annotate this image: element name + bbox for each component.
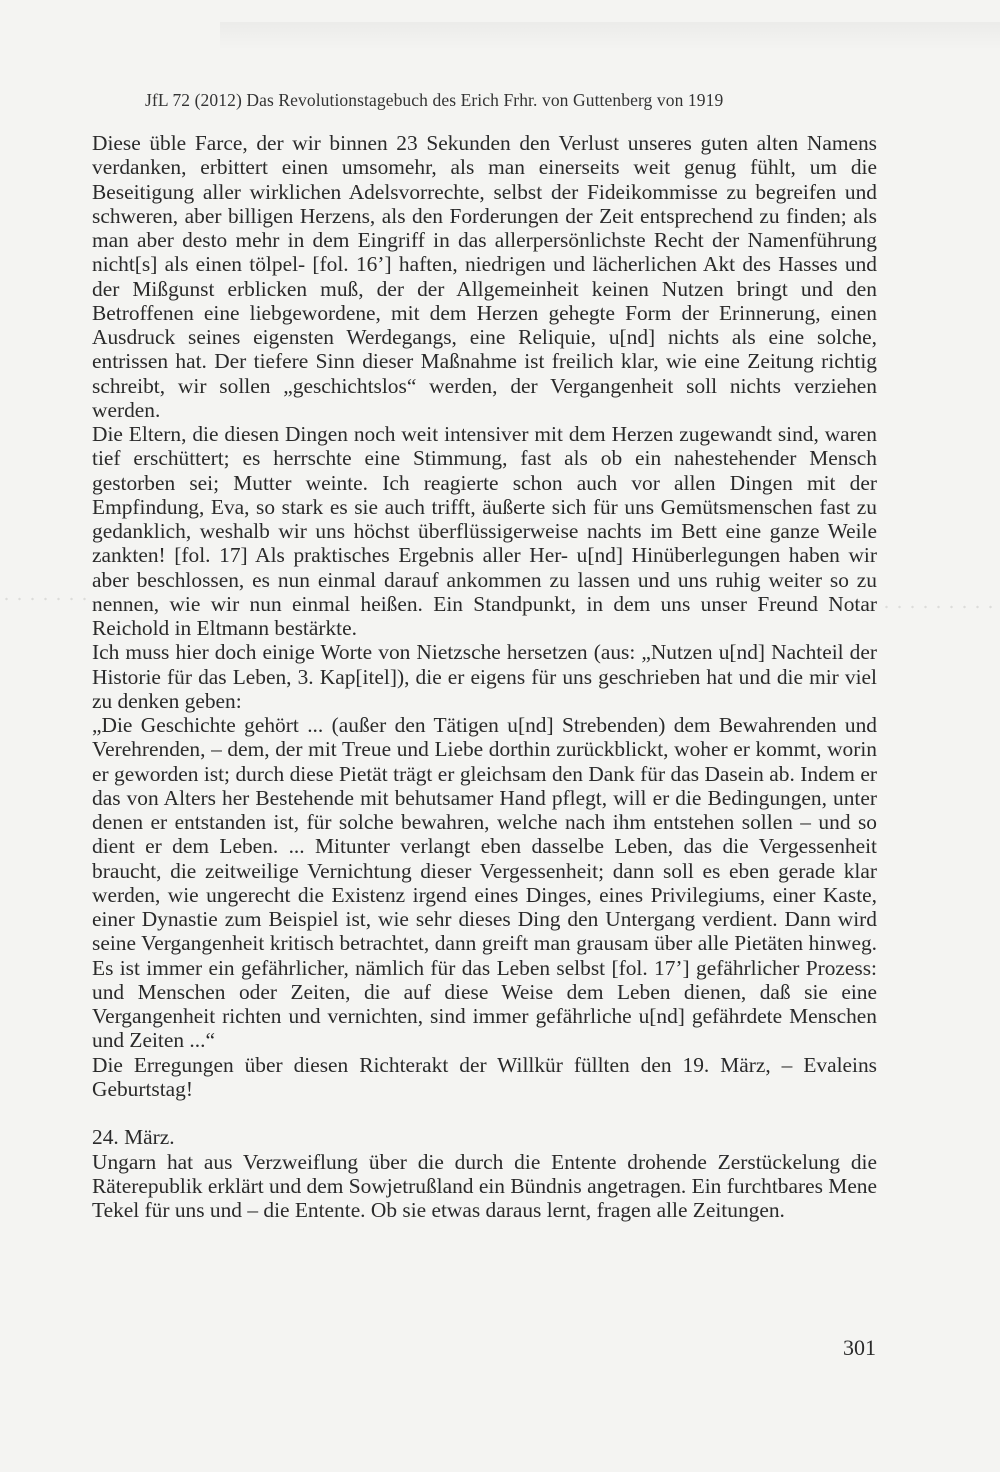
page-number: 301 bbox=[843, 1335, 876, 1360]
paragraph-ungarn: Ungarn hat aus Verzweiflung über die durch die Entente drohende Zerstückelung die Räterepublik erklärt und dem Sowjetrußland ein Bündnis angetragen. Ein furchtbares Mene Tekel für uns und – die Entente. Ob sie etwas daraus lernt, fragen alle Zeitungen. bbox=[92, 1149, 877, 1222]
date-heading: 24. März. bbox=[92, 1125, 175, 1150]
paragraph-nietzsche-quote: „Die Geschichte gehört ... (außer den Tätigen u[nd] Strebenden) dem Bewahrenden und Verehrenden, – dem, der mit Treue und Liebe dorthin zurückblickt, woher er kommt, worin er geworden ist; durch diese Pietät trägt er gleichsam den Dank für das Dasein ab. Indem er das von Alters her Bestehende mit behutsamer Hand pflegt, will er die Bedingungen, unter denen er entstanden ist, für solche bewahren, welche nach ihm entstehen sollen – und so dient er dem Leben. ... Mitunter verlangt eben dasselbe Leben, das die Vergessenheit braucht, die zeitweilige Vernichtung dieser Vergessenheit; dann soll es eben gerade klar werden, wie ungerecht die Existenz irgend eines Dinges, eines Privilegiums, einer Kaste, einer Dynastie zum Beispiel ist, wie sehr dieses Ding den Untergang verdient. Dann wird seine Vergangenheit kritisch betrachtet, dann greift man grausam über alle Pietäten hinweg. Es ist immer ein gefährlicher, nämlich für das Leben selbst [fol. 17’] gefährlicher Prozess: und Menschen oder Zeiten, die auf diese Weise dem Leben dienen, daß sie eine Vergangenheit richten und vernichten, sind immer gefährliche u[nd] gefährdete Menschen und Zeiten ...“ bbox=[92, 713, 877, 1053]
paragraph-farce: Diese üble Farce, der wir binnen 23 Sekunden den Verlust unseres guten alten Namens verdanken, erbittert einen umsomehr, als man einerseits weit genug fühlt, um die Beseitigung aller wirklichen Adelsvorrechte, selbst der Fideikommisse zu begreifen und schweren, aber billigen Herzens, als den Forderungen der Zeit entsprechend zu finden; als man aber desto mehr in dem Eingriff in das allerpersönlichste Recht der Namenführung nicht[s] als einen tölpel- [fol. 16’] haften, niedrigen und lächerlichen Akt des Hasses und der Mißgunst erblicken muß, der der Allgemeinheit keinen Nutzen bringt und den Betroffenen eine liebgewordene, mit dem Herzen gehegte Form der Erinnerung, einen Ausdruck seines eigensten Werdegangs, eine Reliquie, u[nd] nichts als eine solche, entrissen hat. Der tiefere Sinn dieser Maßnahme ist freilich klar, wie eine Zeitung richtig schreibt, wir sollen „geschichtslos“ werden, der Vergangenheit soll nichts verziehen werden. bbox=[92, 131, 877, 422]
running-head: JfL 72 (2012) Das Revolutionstagebuch des Erich Frhr. von Guttenberg von 1919 bbox=[145, 90, 724, 110]
scan-bleed-through bbox=[220, 22, 1000, 50]
scan-artifact-dots-right bbox=[880, 604, 1000, 610]
paragraph-eltern: Die Eltern, die diesen Dingen noch weit intensiver mit dem Herzen zugewandt sind, waren tief erschüttert; es herrschte eine Stimmung, fast als ob ein nahestehender Mensch gestorben sei; Mutter weinte. Ich reagierte schon auch vor allen Dingen mit der Empfindung, Eva, so stark es sie auch trifft, äußerte sich für uns Gemütsmenschen fast zu gedanklich, weshalb wir uns höchst überflüssigerweise nachts im Bett eine ganze Weile zankten! [fol. 17] Als praktisches Ergebnis aller Her- u[nd] Hinüberlegungen haben wir aber beschlossen, es nun einmal darauf ankommen zu lassen und uns ruhig weiter so zu nennen, wie wir nun einmal heißen. Ein Standpunkt, in dem uns unser Freund Notar Reichold in Eltmann bestärkte. bbox=[92, 422, 877, 640]
paragraph-erregungen: Die Erregungen über diesen Richterakt der Willkür füllten den 19. März, – Evaleins Geburtstag! bbox=[92, 1052, 877, 1101]
paragraph-nietzsche-intro: Ich muss hier doch einige Worte von Nietzsche hersetzen (aus: „Nutzen u[nd] Nachteil der Historie für das Leben, 3. Kap[itel]), die er eigens für uns geschrieben hat und die mir viel zu denken geben: bbox=[92, 640, 877, 713]
body-text bbox=[92, 131, 877, 1222]
scan-artifact-dots-left bbox=[0, 596, 90, 602]
